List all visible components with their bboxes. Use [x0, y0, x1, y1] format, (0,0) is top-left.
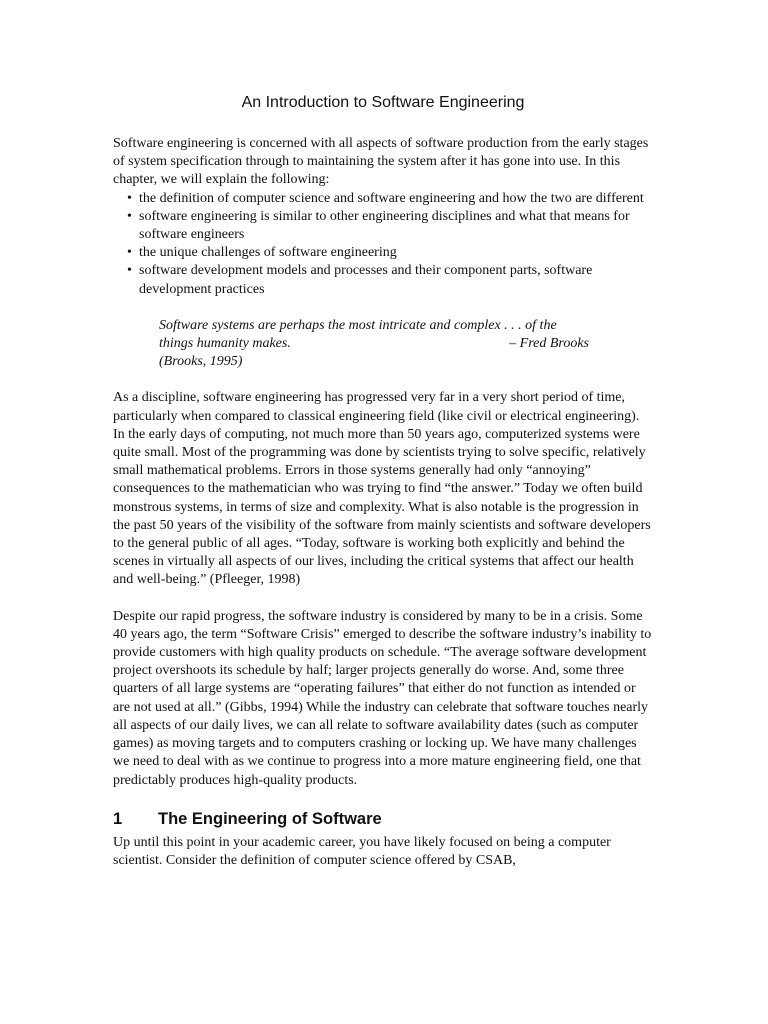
objectives-list: [113, 190, 653, 299]
list-item: [113, 208, 653, 244]
section-heading: [113, 808, 653, 830]
quote-text: things humanity makes.: [159, 336, 291, 352]
list-item: [113, 262, 653, 298]
document-title: An Introduction to Software Engineering: [241, 94, 525, 111]
bullet-icon: •: [127, 245, 132, 261]
list-item-text: software development models and processes and their component parts, software development practices: [139, 263, 593, 297]
document-page: [113, 0, 653, 870]
list-item-text: software engineering is similar to other engineering disciplines and what that means for software engineers: [139, 208, 630, 243]
body-paragraph: As a discipline, software engineering has progressed very far in a very short period of time, particularly when compared to classical engineering field (like civil or electrical engineering). In the early days of computing, not much more than 50 years ago, computerized systems were quite small. Most of the programming was done by scientists trying to solve specific, relatively small mathematical problems. Errors in those systems generally had only “annoying” consequences to the mathematician who was trying to find “the answer.” Today we often build monstrous systems, in terms of size and complexity. What is also notable is the progression in the past 50 years of the visibility of the software from mainly scientists and software developers to the general public of all ages. “Today, software is working both explicitly and behind the scenes in virtually all aspects of our lives, including the critical systems that affect our health and well-being.” (Pfleeger, 1998): [113, 390, 651, 588]
list-item: [113, 190, 653, 208]
list-item-text: the definition of computer science and software engineering and how the two are different: [139, 190, 644, 206]
list-item: [113, 244, 653, 262]
intro-paragraph: Software engineering is concerned with all aspects of software production from the early stages of system specification through to maintaining the system after it has gone into use. In this chapter, we will explain the following:: [113, 136, 649, 188]
bullet-icon: •: [127, 208, 132, 224]
section-number: 1: [113, 809, 123, 828]
bullet-icon: •: [127, 190, 132, 206]
quote-attribution: – Fred Brooks: [509, 336, 589, 352]
list-item-text: the unique challenges of software engineering: [139, 245, 397, 261]
quote-line: Software systems are perhaps the most intricate and complex . . . of the: [159, 317, 557, 333]
quote-citation: (Brooks, 1995): [159, 354, 243, 370]
bullet-icon: •: [127, 263, 132, 279]
quote-line: [159, 335, 589, 353]
section-title: The Engineering of Software: [158, 809, 382, 828]
body-paragraph: Despite our rapid progress, the software industry is considered by many to be in a crisis. Some 40 years ago, the term “Software Crisis” emerged to describe the software industry’s inability to provide customers with high quality products on schedule. “The average software development project overshoots its schedule by half; larger projects generally do worse. And, some three quarters of all large systems are “operating failures” that either do not function as intended or are not used at all.” (Gibbs, 1994) While the industry can celebrate that software touches nearly all aspects of our daily lives, we can all relate to software availability dates (such as computer games) as moving targets and to computers crashing or locking up. We have many challenges we need to deal with as we continue to progress into a more mature engineering field, one that predictably produces high-quality products.: [113, 608, 652, 788]
body-paragraph: Up until this point in your academic career, you have likely focused on being a computer scientist. Consider the definition of computer science offered by CSAB,: [113, 834, 611, 868]
block-quote: [159, 317, 589, 372]
